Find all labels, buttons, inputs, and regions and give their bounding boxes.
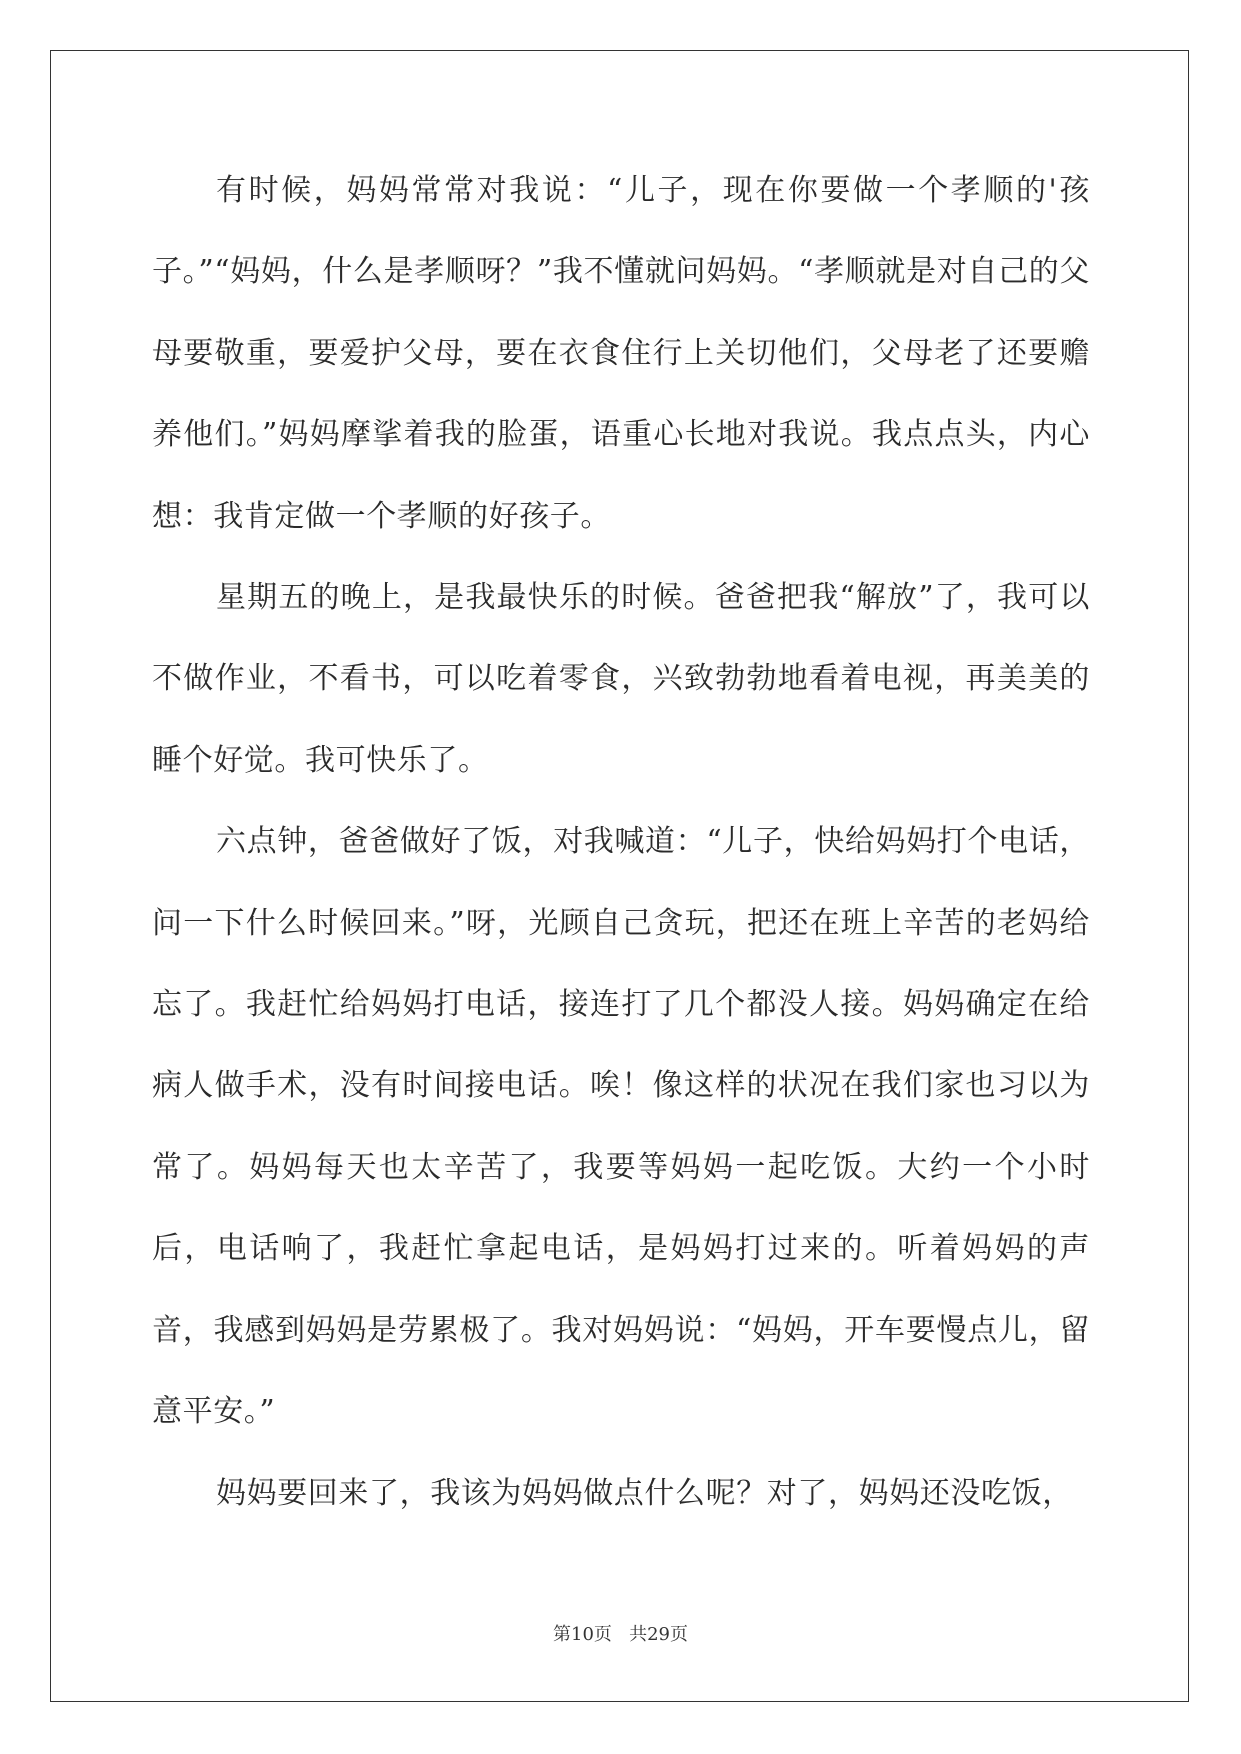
paragraph-4: 妈妈要回来了，我该为妈妈做点什么呢？对了，妈妈还没吃饭， bbox=[216, 1475, 1073, 1511]
paragraph-2: 星期五的晚上，是我最快乐的时候。爸爸把我“解放”了，我可以不做作业，不看书，可以吃着零食，兴致勃勃地看着电视，再美美的睡个好觉。我可快乐了。 bbox=[152, 580, 1090, 778]
document-body bbox=[152, 150, 1090, 1534]
paragraph-1: 有时候，妈妈常常对我说：“儿子，现在你要做一个孝顺的'孩子。”“妈妈，什么是孝顺呀？”我不懂就问妈妈。“孝顺就是对自己的父母要敬重，要爱护父母，要在衣食住行上关切他们，父母老了还要赡养他们。”妈妈摩挲着我的脸蛋，语重心长地对我说。我点点头，内心想：我肯定做一个孝顺的好孩子。 bbox=[152, 173, 1090, 534]
footer-spacer bbox=[612, 1624, 629, 1645]
page-total: 共29页 bbox=[629, 1624, 688, 1645]
paragraph-3: 六点钟，爸爸做好了饭，对我喊道：“儿子，快给妈妈打个电话，问一下什么时候回来。”呀，光顾自己贪玩，把还在班上辛苦的老妈给忘了。我赶忙给妈妈打电话，接连打了几个都没人接。妈妈确定在给病人做手术，没有时间接电话。唉！像这样的状况在我们家也习以为常了。妈妈每天也太辛苦了，我要等妈妈一起吃饭。大约一个小时后，电话响了，我赶忙拿起电话，是妈妈打过来的。听着妈妈的声音，我感到妈妈是劳累极了。我对妈妈说：“妈妈，开车要慢点儿，留意平安。” bbox=[152, 824, 1090, 1430]
page-footer bbox=[0, 1620, 1241, 1646]
page-number: 第10页 bbox=[553, 1624, 612, 1645]
